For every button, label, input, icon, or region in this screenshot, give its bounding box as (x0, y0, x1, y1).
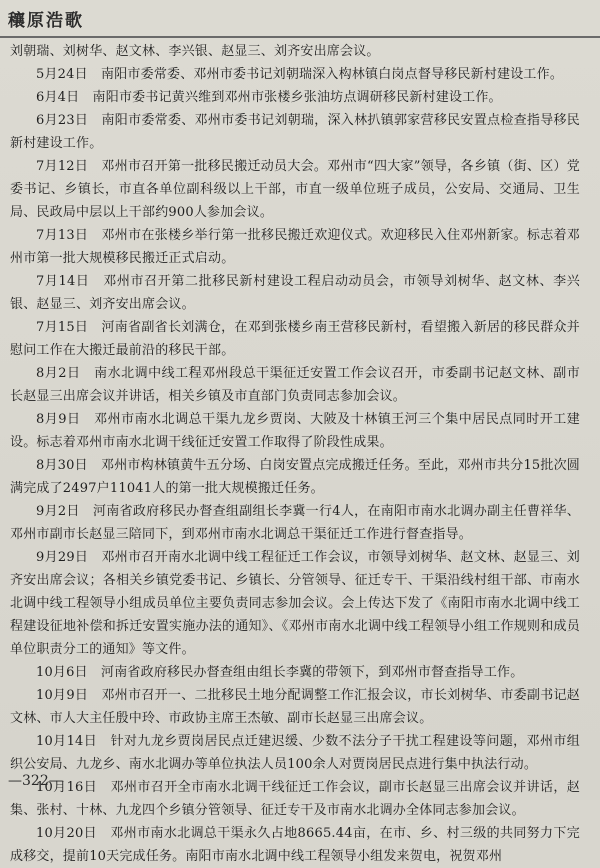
chronicle-entry: 8月30日 邓州市构林镇黄牛五分场、白岗安置点完成搬迁任务。至此，邓州市共分15批次圆满完成了2497户11041人的第一批大规模搬迁任务。 (10, 458, 580, 496)
chronicle-entry: 8月2日 南水北调中线工程邓州段总干渠征迁安置工作会议召开，市委副书记赵文林、副市长赵显三出席会议并讲话，相关乡镇及市直部门负责同志参加会议。 (10, 366, 580, 404)
page-number: —322— (8, 773, 63, 789)
page-header (0, 0, 600, 38)
page-footer (0, 773, 600, 800)
chronicle-entry: 10月14日 针对九龙乡贾岗居民点迁建迟缓、少数不法分子干扰工程建设等问题，邓州市组织公安局、九龙乡、南水北调办等单位执法人员100余人对贾岗居民点进行集中执法行动。 (10, 734, 580, 772)
chronicle-entry: 8月9日 邓州市南水北调总干渠九龙乡贾岗、大陂及十林镇王河三个集中居民点同时开工建设。标志着邓州市南水北调干线征迁安置工作取得了阶段性成果。 (10, 412, 580, 450)
chronicle-entry: 9月29日 邓州市召开南水北调中线工程征迁工作会议，市领导刘树华、赵文林、赵显三、刘齐安出席会议；各相关乡镇党委书记、乡镇长、分管领导、征迁专干、干渠沿线村组干部、市南水北调中线工程领导小组成员单位主要负责同志参加会议。会上传达下发了《南阳市南水北调中线工程建设征地补偿和拆迁安置实施办法的通知》、《邓州市南水北调中线工程领导小组工作规则和成员单位职责分工的通知》等文件。 (10, 550, 580, 657)
chronicle-entry: 10月16日 邓州市召开全市南水北调干线征迁工作会议，副市长赵显三出席会议并讲话，赵集、张村、十林、九龙四个乡镇分管领导、征迁专干及市南水北调办全体同志参加会议。 (10, 780, 580, 818)
chronicle-entry: 7月14日 邓州市召开第二批移民新村建设工程启动动员会，市领导刘树华、赵文林、李兴银、赵显三、刘齐安出席会议。 (10, 274, 580, 312)
running-header-title: 穰原浩歌 (8, 11, 84, 31)
document-body (10, 40, 580, 868)
chronicle-entry: 10月9日 邓州市召开一、二批移民土地分配调整工作汇报会议，市长刘树华、市委副书记赵文林、市人大主任殷中玲、市政协主席王杰敏、副市长赵显三出席会议。 (10, 688, 580, 726)
chronicle-entry: 6月4日 南阳市委书记黄兴维到邓州市张楼乡张油坊点调研移民新村建设工作。 (36, 90, 502, 105)
chronicle-entry: 10月6日 河南省政府移民办督查组由组长李冀的带领下，到邓州市督查指导工作。 (36, 665, 524, 680)
chronicle-entry: 6月23日 南阳市委常委、邓州市委书记刘朝瑞，深入林扒镇郭家营移民安置点检查指导移民新村建设工作。 (10, 113, 580, 151)
chronicle-entry: 7月13日 邓州市在张楼乡举行第一批移民搬迁欢迎仪式。欢迎移民入住邓州新家。标志着邓州市第一批大规模移民搬迁正式启动。 (10, 228, 580, 266)
chronicle-entry: 刘朝瑞、刘树华、赵文林、李兴银、赵显三、刘齐安出席会议。 (10, 44, 380, 59)
chronicle-entry: 7月12日 邓州市召开第一批移民搬迁动员大会。邓州市“四大家”领导，各乡镇（街、区）党委书记、乡镇长，市直各单位副科级以上干部，市直一级单位班子成员，公安局、交通局、卫生局、民政局中层以上干部约900人参加会议。 (10, 159, 580, 220)
chronicle-entry: 10月20日 邓州市南水北调总干渠永久占地8665.44亩，在市、乡、村三级的共同努力下完成移交，提前10天完成任务。南阳市南水北调中线工程领导小组发来贺电，祝贺邓州 (10, 826, 580, 864)
chronicle-entry: 7月15日 河南省副省长刘满仓，在邓到张楼乡南王营移民新村，看望搬入新居的移民群众并慰问工作在大搬迁最前沿的移民干部。 (10, 320, 580, 358)
chronicle-entry: 9月2日 河南省政府移民办督查组副组长李冀一行4人，在南阳市南水北调办副主任曹祥华、邓州市副市长赵显三陪同下，到邓州市南水北调总干渠征迁工作进行督查指导。 (10, 504, 580, 542)
chronicle-entry: 5月24日 南阳市委常委、邓州市委书记刘朝瑞深入构林镇白岗点督导移民新村建设工作。 (36, 67, 564, 82)
